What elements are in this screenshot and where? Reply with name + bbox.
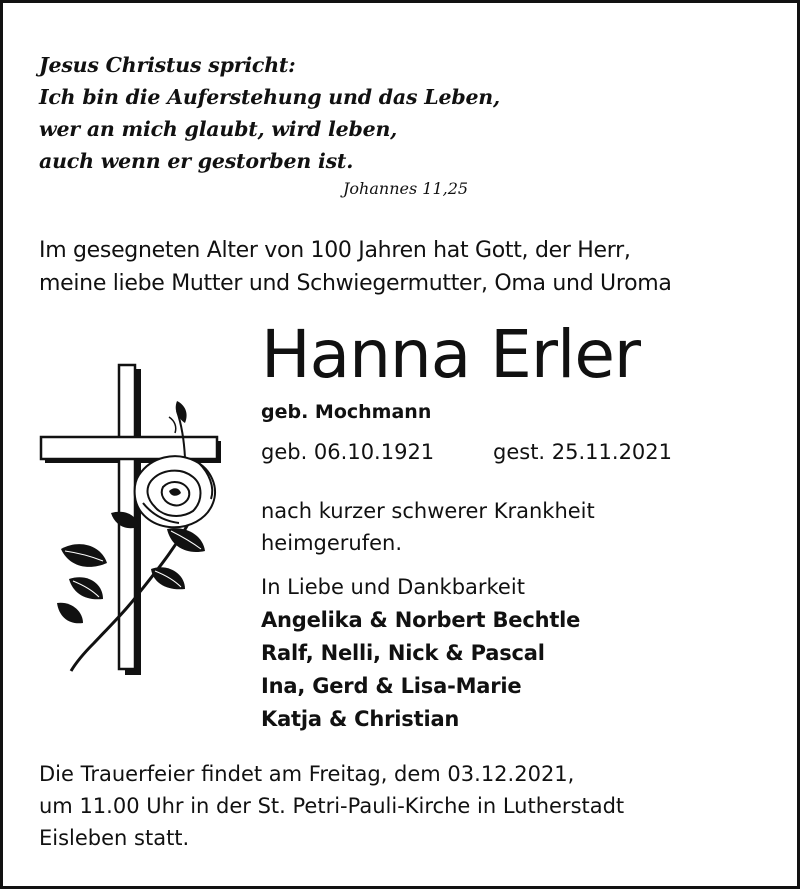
mourner-name: Ralf, Nelli, Nick & Pascal — [261, 641, 545, 665]
quote-line: auch wenn er gestorben ist. — [39, 149, 354, 173]
intro-line: meine liebe Mutter und Schwiegermutter, Oma und Uroma — [39, 271, 672, 296]
mourner-name: Katja & Christian — [261, 707, 460, 731]
birth-date: geb. 06.10.1921 — [261, 440, 435, 464]
death-date: gest. 25.11.2021 — [493, 440, 673, 464]
quote-line: Ich bin die Auferstehung und das Leben, — [39, 85, 500, 109]
quote-line: Jesus Christus spricht: — [39, 53, 296, 77]
quote-source: Johannes 11,25 — [343, 179, 469, 198]
mourner-name: Ina, Gerd & Lisa-Marie — [261, 674, 522, 698]
mourners-block — [261, 571, 580, 736]
intro-text — [39, 234, 672, 300]
funeral-info — [39, 758, 624, 854]
deceased-name: Hanna Erler — [261, 316, 641, 393]
death-note — [261, 495, 595, 559]
cross-with-rose-icon — [39, 363, 229, 675]
life-dates — [261, 440, 673, 464]
death-note-line: heimgerufen. — [261, 531, 403, 555]
bible-quote — [39, 49, 500, 177]
mourner-name: Angelika & Norbert Bechtle — [261, 608, 581, 632]
death-note-line: nach kurzer schwerer Krankheit — [261, 499, 595, 523]
intro-line: Im gesegneten Alter von 100 Jahren hat Gott, der Herr, — [39, 238, 631, 263]
quote-line: wer an mich glaubt, wird leben, — [39, 117, 398, 141]
funeral-line: Die Trauerfeier findet am Freitag, dem 03.12.2021, — [39, 762, 575, 786]
maiden-name: geb. Mochmann — [261, 401, 432, 423]
funeral-line: um 11.00 Uhr in der St. Petri-Pauli-Kirche in Lutherstadt — [39, 794, 625, 818]
funeral-line: Eisleben statt. — [39, 826, 190, 850]
mourners-intro: In Liebe und Dankbarkeit — [261, 575, 525, 599]
